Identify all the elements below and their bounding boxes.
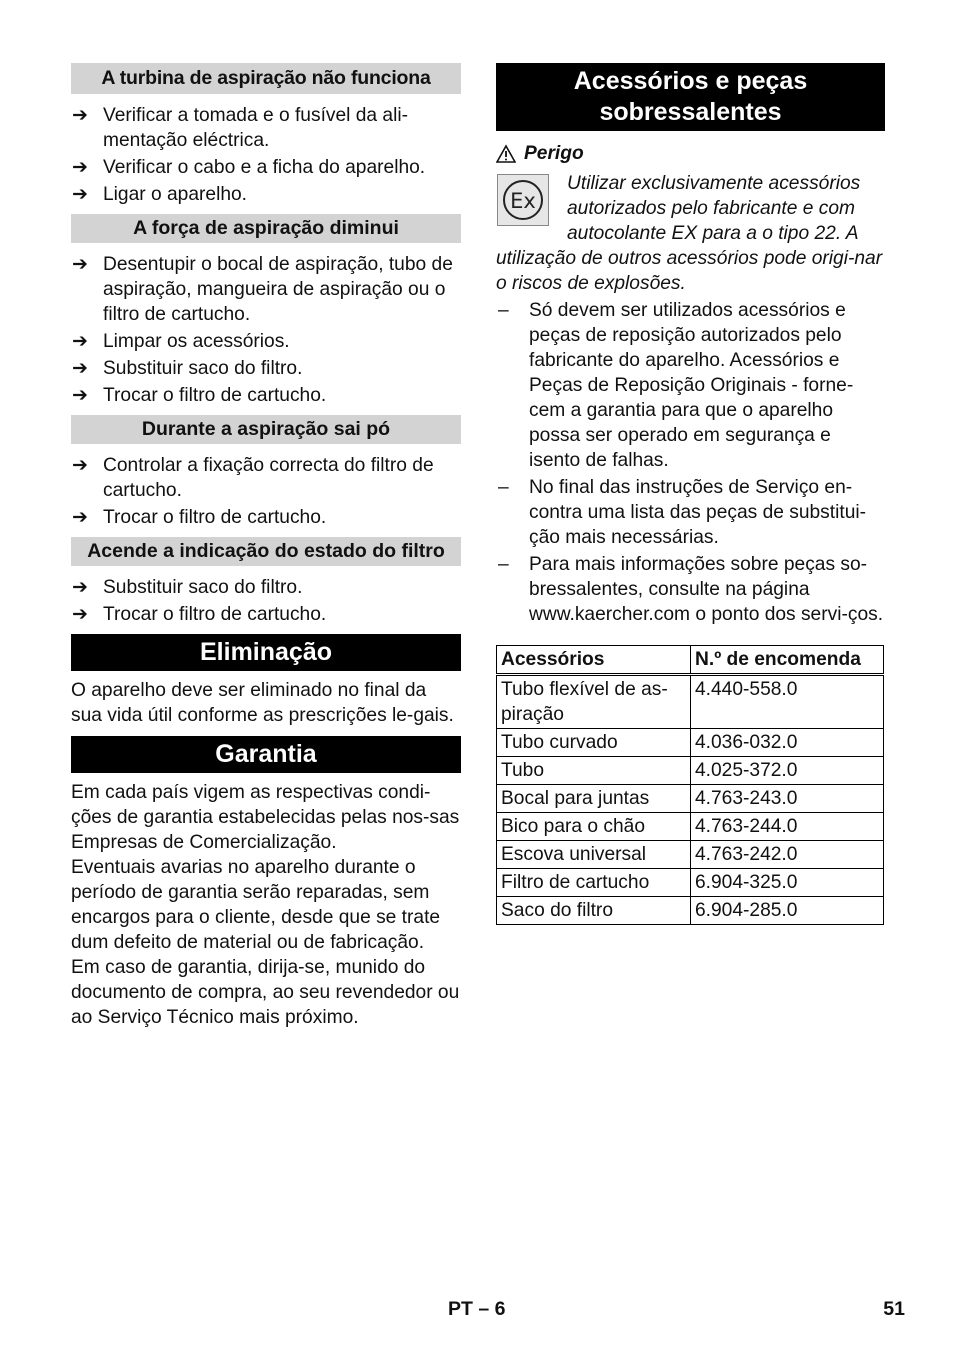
list-item: ➔ Verificar a tomada e o fusível da ali-mentação eléctrica.	[72, 105, 409, 151]
heading-indicacao: Acende a indicação do estado do filtro	[71, 537, 461, 566]
list-item: ➔ Substituir saco do filtro.	[72, 577, 303, 598]
table-row: Tubo flexível de as-piração 4.440-558.0	[497, 675, 884, 729]
list-item: – Só devem ser utilizados acessórios e peças de reposição autorizados pelo fabricante do aparelho. Acessórios e Peças de Reposição Originais - forne-cem a garantia para que o aparelho possa ser operado em segurança e isento de falhas.	[498, 300, 854, 471]
garantia-text-1: Em cada país vigem as respectivas condi-ções de garantia estabelecidas pelas nos-sas Empresas de Comercialização.	[71, 782, 460, 853]
ex-explosion-protection-icon	[497, 174, 549, 226]
garantia-text-2: Eventuais avarias no aparelho durante o período de garantia serão reparadas, sem encargos para o cliente, desde que se trate dum defeito de material ou de fabricação.	[71, 857, 441, 953]
table-row: Escova universal 4.763-242.0	[497, 841, 884, 869]
heading-eliminacao: Eliminação	[71, 634, 461, 671]
danger-block	[496, 171, 885, 296]
table-row: Saco do filtro 6.904-285.0	[497, 897, 884, 925]
list-item: – No final das instruções de Serviço en-contra uma lista das peças de substitui-ção mais necessárias.	[498, 477, 867, 548]
arrow-right-icon: ➔	[72, 157, 88, 178]
warning-icon	[496, 144, 516, 164]
dash-bullet-icon: –	[498, 554, 509, 575]
garantia-text-3: Em caso de garantia, dirija-se, munido do documento de compra, ao seu revendedor ou ao Serviço Técnico mais próximo.	[71, 957, 460, 1028]
list-item: ➔ Trocar o filtro de cartucho.	[72, 385, 327, 406]
arrow-right-icon: ➔	[72, 455, 88, 476]
list-po	[71, 453, 461, 530]
info-list	[496, 298, 885, 627]
dash-bullet-icon: –	[498, 477, 509, 498]
heading-acessorios: Acessórios e peças sobressalentes	[496, 63, 885, 131]
accessories-table	[496, 645, 884, 925]
list-item: ➔ Desentupir o bocal de aspiração, tubo de aspiração, mangueira de aspiração ou o filtro de cartucho.	[72, 254, 453, 325]
column-header: N.º de encomenda	[691, 646, 884, 675]
table-row: Bocal para juntas 4.763-243.0	[497, 785, 884, 813]
arrow-right-icon: ➔	[72, 254, 88, 275]
arrow-right-icon: ➔	[72, 507, 88, 528]
list-item: ➔ Trocar o filtro de cartucho.	[72, 604, 327, 625]
list-indicacao	[71, 575, 461, 627]
list-item: ➔ Substituir saco do filtro.	[72, 358, 303, 379]
arrow-right-icon: ➔	[72, 331, 88, 352]
column-header: Acessórios	[497, 646, 691, 675]
footer-section-label: PT – 6	[448, 1298, 506, 1320]
list-item: ➔ Trocar o filtro de cartucho.	[72, 507, 327, 528]
arrow-right-icon: ➔	[72, 105, 88, 126]
page-number: 51	[883, 1298, 905, 1320]
eliminacao-text: O aparelho deve ser eliminado no final da sua vida útil conforme as prescrições le-gais.	[71, 680, 454, 726]
left-column	[71, 63, 461, 1030]
arrow-right-icon: ➔	[72, 385, 88, 406]
right-column	[496, 63, 885, 925]
heading-turbina: A turbina de aspiração não funciona	[71, 63, 461, 94]
list-item: ➔ Verificar o cabo e a ficha do aparelho.	[72, 157, 426, 178]
heading-garantia: Garantia	[71, 736, 461, 773]
arrow-right-icon: ➔	[72, 604, 88, 625]
table-row: Bico para o chão 4.763-244.0	[497, 813, 884, 841]
list-item: ➔ Limpar os acessórios.	[72, 331, 290, 352]
heading-po: Durante a aspiração sai pó	[71, 415, 461, 444]
list-forca	[71, 252, 461, 408]
table-row: Tubo curvado 4.036-032.0	[497, 729, 884, 757]
list-item: ➔ Controlar a fixação correcta do filtro de cartucho.	[72, 455, 434, 501]
list-item: – Para mais informações sobre peças so-bressalentes, consulte na página www.kaercher.com o ponto dos servi-ços.	[498, 554, 884, 625]
list-turbina	[71, 103, 461, 207]
danger-label: Perigo	[496, 141, 885, 166]
arrow-right-icon: ➔	[72, 184, 88, 205]
heading-forca: A força de aspiração diminui	[71, 214, 461, 243]
table-header-row	[497, 646, 884, 675]
arrow-right-icon: ➔	[72, 358, 88, 379]
svg-text:Ex: Ex	[510, 189, 536, 213]
list-item: ➔ Ligar o aparelho.	[72, 184, 248, 205]
table-row: Filtro de cartucho 6.904-325.0	[497, 869, 884, 897]
dash-bullet-icon: –	[498, 300, 509, 321]
table-row: Tubo 4.025-372.0	[497, 757, 884, 785]
arrow-right-icon: ➔	[72, 577, 88, 598]
danger-text: Utilizar exclusivamente acessórios autorizados pelo fabricante e com autocolante EX para a o tipo 22. A utilização de outros acessórios pode origi-nar o riscos de explosões.	[496, 173, 883, 294]
